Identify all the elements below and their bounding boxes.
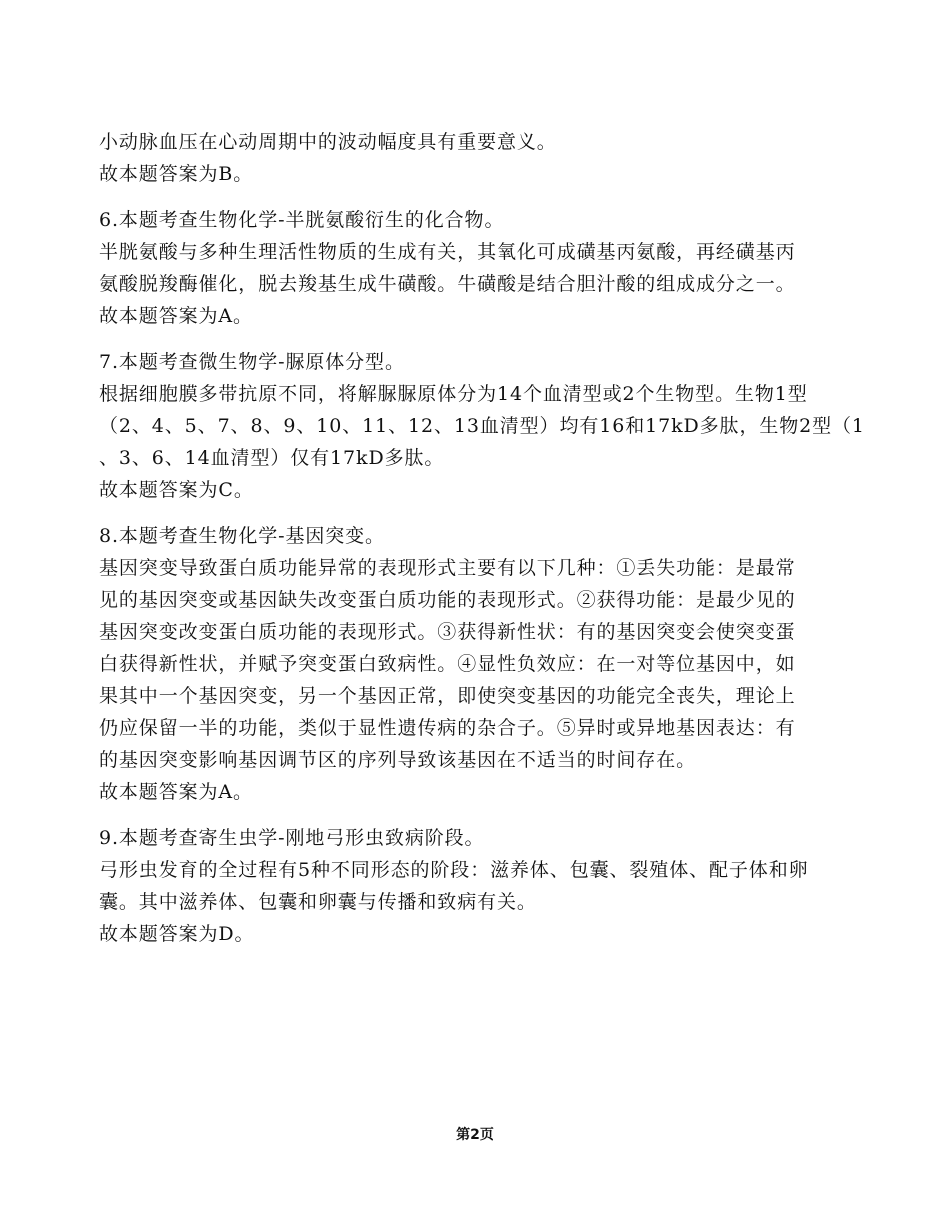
text-line: 基因突变导致蛋白质功能异常的表现形式主要有以下几种：①丢失功能：是最常 [99, 557, 796, 579]
text-line: 见的基因突变或基因缺失改变蛋白质功能的表现形式。②获得功能：是最少见的 [99, 589, 796, 611]
answer-line: 故本题答案为A。 [99, 305, 253, 327]
section-1 [99, 126, 874, 190]
section-question-6 [99, 204, 874, 332]
text-line: 的基因突变影响基因调节区的序列导致该基因在不适当的时间存在。 [99, 749, 697, 771]
section-question-8 [99, 520, 874, 808]
text-line: 仍应保留一半的功能，类似于显性遗传病的杂合子。⑤异时或异地基因表达：有 [99, 717, 796, 739]
question-heading: 6.本题考查生物化学-半胱氨酸衍生的化合物。 [99, 209, 505, 231]
section-question-9 [99, 822, 874, 950]
page-content [99, 126, 874, 950]
text-line: 弓形虫发育的全过程有5种不同形态的阶段：滋养体、包囊、裂殖体、配子体和卵 [99, 859, 809, 881]
question-heading: 8.本题考查生物化学-基因突变。 [99, 525, 385, 547]
text-line: （2、4、5、7、8、9、10、11、12、13血清型）均有16和17kD多肽，生物2型（1 [99, 415, 865, 437]
text-line: 囊。其中滋养体、包囊和卵囊与传播和致病有关。 [99, 891, 537, 913]
answer-line: 故本题答案为B。 [99, 163, 254, 185]
answer-line: 故本题答案为A。 [99, 781, 253, 803]
text-line: 白获得新性状，并赋予突变蛋白致病性。④显性负效应：在一对等位基因中，如 [99, 653, 796, 675]
question-heading: 7.本题考查微生物学-脲原体分型。 [99, 351, 405, 373]
answer-line: 故本题答案为C。 [99, 479, 254, 501]
text-line: 果其中一个基因突变，另一个基因正常，即使突变基因的功能完全丧失，理论上 [99, 685, 796, 707]
text-line: 根据细胞膜多带抗原不同，将解脲脲原体分为14个血清型或2个生物型。生物1型 [99, 383, 808, 405]
text-line: 、3、6、14血清型）仅有17kD多肽。 [99, 447, 445, 469]
answer-line: 故本题答案为D。 [99, 923, 255, 945]
question-heading: 9.本题考查寄生虫学-刚地弓形虫致病阶段。 [99, 827, 485, 849]
section-question-7 [99, 346, 874, 506]
text-line: 小动脉血压在心动周期中的波动幅度具有重要意义。 [99, 131, 557, 153]
text-line: 氨酸脱羧酶催化，脱去羧基生成牛磺酸。牛磺酸是结合胆汁酸的组成成分之一。 [99, 273, 796, 295]
text-line: 基因突变改变蛋白质功能的表现形式。③获得新性状：有的基因突变会使突变蛋 [99, 621, 796, 643]
text-line: 半胱氨酸与多种生理活性物质的生成有关，其氧化可成磺基丙氨酸，再经磺基丙 [99, 241, 796, 263]
page-number: 第2页 [456, 1127, 494, 1143]
